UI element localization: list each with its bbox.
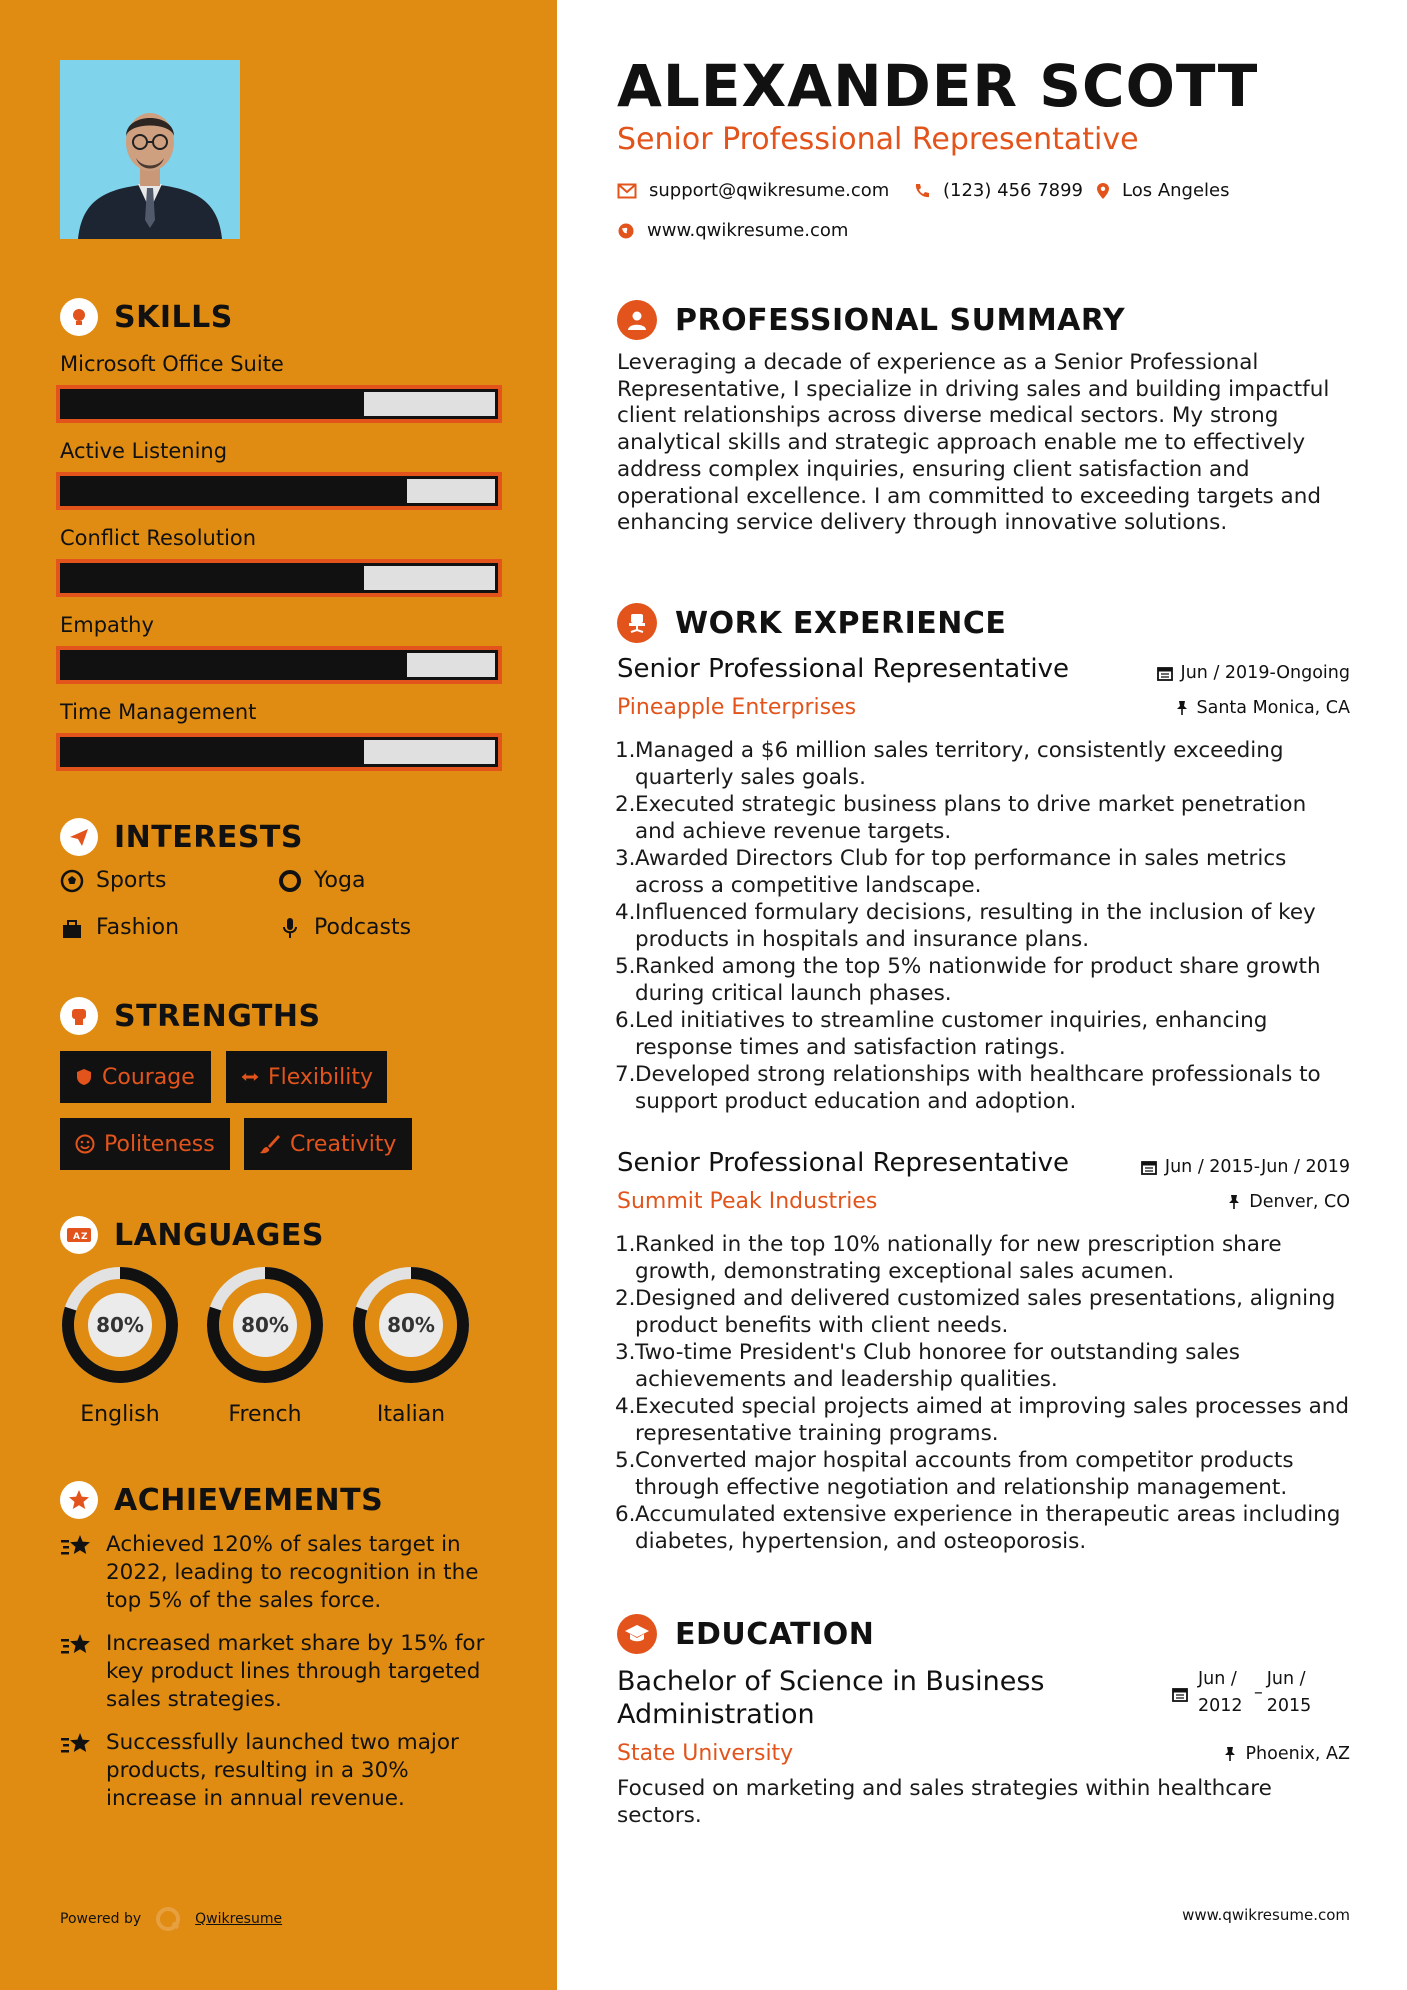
paint-brush-icon	[258, 1133, 282, 1155]
strength-chip	[226, 1051, 387, 1103]
interest-label: Sports	[96, 868, 167, 893]
skill-bar-remaining	[407, 479, 495, 503]
school-name: State University	[617, 1741, 794, 1766]
language-percent: 80%	[96, 1313, 144, 1337]
star-badge-icon	[60, 1481, 98, 1519]
svg-text:Z: Z	[81, 1232, 88, 1242]
strengths-title: STRENGTHS	[114, 998, 321, 1034]
duty-text: Ranked among the top 5% nationwide for product share growth during critical launch phases.	[635, 954, 1321, 1006]
duty-item: 2. Executed strategic business plans to drive market penetration and achieve revenue targets.	[615, 792, 1307, 844]
duty-text: Executed strategic business plans to drive market penetration and achieve revenue targets.	[635, 792, 1307, 844]
contact-website	[617, 220, 848, 241]
skill-bar-remaining	[364, 392, 495, 416]
duty-text: Two-time President's Club honoree for outstanding sales achievements and leadership qualities.	[635, 1340, 1240, 1392]
interest-label: Podcasts	[314, 915, 412, 940]
lifebuoy-icon	[278, 869, 302, 893]
skill-bar-remaining	[364, 566, 495, 590]
pushpin-icon	[1223, 1746, 1237, 1762]
duty-item: 3. Awarded Directors Club for top performance in sales metrics across a competitive landscape.	[615, 846, 1287, 898]
contact-location	[1096, 180, 1230, 201]
duty-text: Executed special projects aimed at improving sales processes and representative training programs.	[635, 1394, 1350, 1446]
strength-chip	[244, 1118, 412, 1170]
skills-title: SKILLS	[114, 299, 233, 335]
experience-heading	[617, 603, 1006, 643]
languages-title: LANGUAGES	[114, 1217, 324, 1253]
achievements-title: ACHIEVEMENTS	[114, 1482, 384, 1518]
candidate-role: Senior Professional Representative	[617, 122, 1139, 157]
summary-title: PROFESSIONAL SUMMARY	[675, 302, 1126, 338]
skill-bar	[56, 646, 502, 684]
job-dates-text: Jun / 2019-Ongoing	[1180, 663, 1350, 683]
skill-bar-remaining	[364, 740, 495, 764]
achievement-text: Successfully launched two major products, resulting in a 30% increase in annual revenue.	[106, 1730, 459, 1811]
duty-text: Influenced formulary decisions, resulting in the inclusion of key products in hospitals and insurance plans.	[635, 900, 1316, 952]
duty-item: 6. Accumulated extensive experience in therapeutic areas including diabetes, hypertension, and osteoporosis.	[615, 1502, 1341, 1554]
education-heading	[617, 1614, 874, 1654]
footer-website[interactable]: www.qwikresume.com	[1182, 1906, 1350, 1924]
paper-plane-icon	[60, 818, 98, 856]
phone-number[interactable]: (123) 456 7899	[943, 180, 1084, 201]
education-location-text: Phoenix, AZ	[1245, 1744, 1350, 1764]
skill-label: Active Listening	[60, 439, 228, 463]
profile-photo	[60, 60, 240, 239]
skill-bar	[56, 385, 502, 423]
skill-bar	[56, 559, 502, 597]
company-name: Summit Peak Industries	[617, 1189, 878, 1214]
fist-icon	[60, 997, 98, 1035]
qwikresume-logo-icon	[153, 1904, 183, 1934]
graduation-cap-icon	[617, 1614, 657, 1654]
website-link[interactable]: www.qwikresume.com	[647, 220, 849, 241]
duty-text: Managed a $6 million sales territory, consistently exceeding quarterly sales goals.	[635, 738, 1284, 790]
achievement-item	[60, 1729, 500, 1813]
education-description: Focused on marketing and sales strategies within healthcare sectors.	[617, 1776, 1272, 1828]
shield-icon	[74, 1067, 94, 1087]
language-name: French	[228, 1402, 302, 1427]
duty-item: 3. Two-time President's Club honoree for outstanding sales achievements and leadership qualities.	[615, 1340, 1240, 1392]
main-content	[617, 0, 1350, 1990]
calendar-icon	[1141, 1159, 1157, 1175]
location-text: Los Angeles	[1122, 180, 1230, 201]
shooting-star-icon	[60, 1731, 94, 1759]
summary-text: Leveraging a decade of experience as a Senior Professional Representative, I specialize in driving sales and building impactful client relationships across diverse medical sectors. My strong analytical skills and strategic approach enable me to effectively address complex inquiries, ensuring client satisfaction and operational excellence. I am committed to exceeding targets and enhancing service delivery through innovative solutions.	[617, 350, 1330, 536]
duty-text: Developed strong relationships with healthcare professionals to support product education and adoption.	[635, 1062, 1321, 1114]
interests-title: INTERESTS	[114, 819, 303, 855]
duty-item: 6. Led initiatives to streamline customer inquiries, enhancing response times and satisfaction ratings.	[615, 1008, 1268, 1060]
interest-label: Fashion	[96, 915, 180, 940]
qwikresume-link[interactable]: Qwikresume	[195, 1911, 283, 1927]
shooting-star-icon	[60, 1533, 94, 1561]
job-title: Senior Professional Representative	[617, 1148, 1070, 1178]
language-item	[204, 1264, 326, 1427]
interest-label: Yoga	[314, 868, 366, 893]
achievement-text: Achieved 120% of sales target in 2022, leading to recognition in the top 5% of the sales force.	[106, 1532, 479, 1613]
powered-by	[60, 1904, 282, 1934]
achievement-text: Increased market share by 15% for key product lines through targeted sales strategies.	[106, 1631, 485, 1712]
interest-item	[278, 915, 411, 940]
language-name: English	[80, 1402, 160, 1427]
skill-bar-remaining	[407, 653, 495, 677]
sidebar	[0, 0, 557, 1990]
job-dates	[1141, 1157, 1350, 1177]
strength-label: Creativity	[290, 1131, 397, 1157]
job-dates-text: Jun / 2015-Jun / 2019	[1164, 1157, 1350, 1177]
education-location	[1223, 1744, 1350, 1764]
microphone-icon	[278, 916, 302, 940]
education-title: EDUCATION	[675, 1616, 875, 1652]
powered-by-label: Powered by	[60, 1911, 142, 1927]
language-percent: 80%	[387, 1313, 435, 1337]
job-duties	[617, 737, 1350, 1115]
education-dates	[1172, 1666, 1323, 1720]
education-start: Jun / 2012	[1198, 1669, 1243, 1716]
degree-title: Bachelor of Science in Business Administration	[617, 1666, 1045, 1730]
soccer-ball-icon	[60, 869, 84, 893]
smile-icon	[74, 1133, 96, 1155]
interests-heading	[60, 818, 303, 856]
user-icon	[617, 300, 657, 340]
language-gauge	[59, 1264, 181, 1386]
job-location-text: Denver, CO	[1249, 1192, 1350, 1212]
person-portrait-icon	[60, 60, 240, 239]
contact-phone	[913, 180, 1083, 201]
skill-label: Microsoft Office Suite	[60, 352, 284, 376]
experience-title: WORK EXPERIENCE	[675, 605, 1007, 641]
duty-text: Designed and delivered customized sales presentations, aligning product benefits with client needs.	[635, 1286, 1336, 1338]
language-percent: 80%	[241, 1313, 289, 1337]
duty-item: 1. Managed a $6 million sales territory, consistently exceeding quarterly sales goals.	[615, 738, 1284, 790]
duty-item: 5. Ranked among the top 5% nationwide for product share growth during critical launch phases.	[615, 954, 1321, 1006]
job-location-text: Santa Monica, CA	[1196, 698, 1350, 718]
map-pin-icon	[1096, 182, 1110, 200]
achievement-item	[60, 1531, 500, 1615]
interest-item	[60, 868, 167, 893]
duty-item: 4. Executed special projects aimed at improving sales processes and representative training programs.	[615, 1394, 1350, 1446]
language-gauge	[350, 1264, 472, 1386]
strengths-heading	[60, 997, 321, 1035]
pushpin-icon	[1175, 700, 1189, 716]
duty-item: 7. Developed strong relationships with healthcare professionals to support product education and adoption.	[615, 1062, 1321, 1114]
job-location	[1227, 1192, 1350, 1212]
duty-text: Led initiatives to streamline customer inquiries, enhancing response times and satisfaction ratings.	[635, 1008, 1268, 1060]
duty-item: 4. Influenced formulary decisions, resulting in the inclusion of key products in hospitals and insurance plans.	[615, 900, 1316, 952]
skill-bar	[56, 733, 502, 771]
duty-item: 1. Ranked in the top 10% nationally for new prescription share growth, demonstrating exceptional sales acumen.	[615, 1232, 1282, 1284]
job-title: Senior Professional Representative	[617, 654, 1070, 684]
date-separator: –	[1254, 1683, 1263, 1703]
education-end: Jun / 2015	[1266, 1669, 1312, 1716]
duty-item: 2. Designed and delivered customized sales presentations, aligning product benefits with client needs.	[615, 1286, 1336, 1338]
skill-label: Conflict Resolution	[60, 526, 257, 550]
strength-label: Flexibility	[268, 1064, 373, 1090]
language-gauge	[204, 1264, 326, 1386]
lightbulb-icon	[60, 298, 98, 336]
shooting-star-icon	[60, 1632, 94, 1660]
company-name: Pineapple Enterprises	[617, 695, 857, 720]
skills-heading	[60, 298, 233, 336]
contact-email	[617, 180, 889, 201]
phone-icon	[913, 182, 931, 200]
job-location	[1175, 698, 1351, 718]
languages-heading	[60, 1216, 324, 1254]
language-item	[350, 1264, 472, 1427]
globe-icon	[617, 222, 635, 240]
pushpin-icon	[1227, 1194, 1241, 1210]
email-link[interactable]: support@qwikresume.com	[649, 180, 890, 201]
arrows-horizontal-icon	[240, 1067, 260, 1087]
strength-label: Courage	[102, 1064, 195, 1090]
skill-label: Time Management	[60, 700, 257, 724]
calendar-icon	[1157, 665, 1173, 681]
job-dates	[1157, 663, 1350, 683]
duty-item: 5. Converted major hospital accounts from competitor products through effective negotiation and relationship management.	[615, 1448, 1294, 1500]
envelope-icon	[617, 183, 637, 199]
strength-chip	[60, 1118, 230, 1170]
language-name: Italian	[376, 1402, 446, 1427]
skill-bar	[56, 472, 502, 510]
svg-text:A: A	[73, 1232, 80, 1242]
shopping-bag-icon	[60, 916, 84, 940]
strength-chip	[60, 1051, 211, 1103]
candidate-name: ALEXANDER SCOTT	[617, 52, 1259, 120]
language-item	[59, 1264, 181, 1427]
summary-heading	[617, 300, 1125, 340]
job-duties	[617, 1231, 1350, 1555]
interest-item	[60, 915, 179, 940]
duty-text: Ranked in the top 10% nationally for new prescription share growth, demonstrating exceptional sales acumen.	[635, 1232, 1282, 1284]
duty-text: Awarded Directors Club for top performance in sales metrics across a competitive landscape.	[635, 846, 1287, 898]
office-chair-icon	[617, 603, 657, 643]
calendar-icon	[1172, 1686, 1188, 1702]
language-icon	[60, 1216, 98, 1254]
skill-label: Empathy	[60, 613, 154, 637]
strength-label: Politeness	[104, 1131, 215, 1157]
achievement-item	[60, 1630, 500, 1714]
duty-text: Accumulated extensive experience in therapeutic areas including diabetes, hypertension, and osteoporosis.	[635, 1502, 1341, 1554]
interest-item	[278, 868, 365, 893]
duty-text: Converted major hospital accounts from competitor products through effective negotiation and relationship management.	[635, 1448, 1294, 1500]
achievements-heading	[60, 1481, 383, 1519]
